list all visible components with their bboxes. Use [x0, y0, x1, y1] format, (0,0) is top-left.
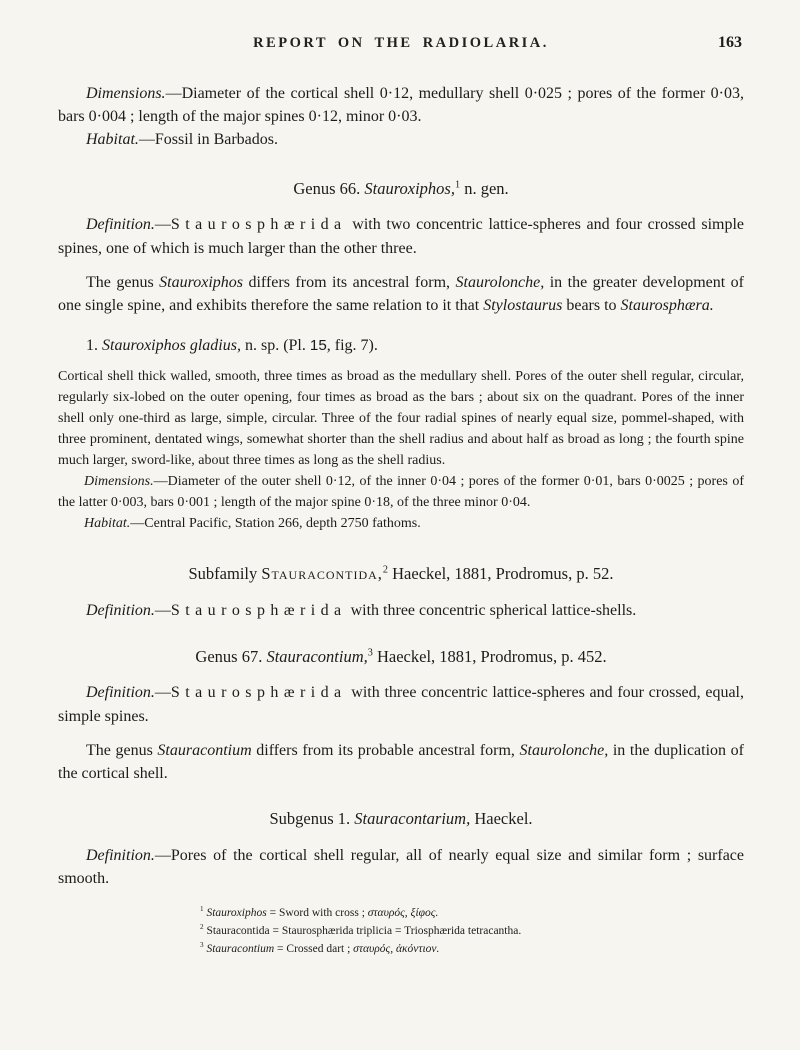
footnote-text: = Sword with cross ;	[266, 906, 368, 919]
definition-label: Definition.	[86, 684, 155, 702]
species-name: Stauroxiphos gladius,	[102, 337, 241, 355]
footnote-taxon: Stauracontium	[206, 943, 275, 956]
paragraph-habitat-2	[58, 513, 744, 534]
plate-number: 15	[309, 337, 327, 355]
paragraph-dimensions-2	[58, 471, 744, 513]
footnote-ref-1: 1	[454, 179, 461, 191]
definition-text: with three concentric lattice-spheres and four crossed, equal, simple spines.	[58, 684, 744, 725]
subfamily-heading	[58, 562, 744, 586]
dimensions-label: Dimensions.	[84, 474, 154, 490]
note-text: The genus	[86, 741, 158, 759]
spaced-family-name: Staurosphærida	[170, 684, 347, 702]
genus-name: Stauracontium,	[266, 646, 368, 666]
running-title: REPORT ON THE RADIOLARIA.	[253, 35, 549, 51]
footnote-1	[200, 905, 744, 921]
note-text: bears to	[562, 297, 621, 315]
paragraph-dimensions-1	[58, 82, 744, 128]
footnote-2	[200, 923, 744, 939]
note-text: differs from its ancestral form,	[243, 273, 456, 291]
taxon-name: Staurolonche,	[519, 741, 609, 759]
subfamily-name: Stauracontida,	[261, 564, 383, 584]
habitat-text: —Central Pacific, Station 266, depth 2750 fathoms.	[130, 516, 421, 532]
genus-name: Stauroxiphos,	[364, 178, 455, 198]
note-text: The genus	[86, 273, 160, 291]
genus-prefix: Genus 67.	[195, 646, 267, 666]
definition-label: Definition.	[86, 602, 155, 620]
footnote-mark: 2	[200, 923, 204, 931]
subgenus-suffix: Haeckel.	[470, 809, 533, 829]
paragraph-definition-3	[58, 681, 744, 727]
spaced-family-name: Staurosphærida	[170, 216, 347, 234]
taxon-name: Stauroxiphos	[159, 273, 244, 291]
paragraph-definition-2	[58, 599, 744, 622]
paragraph-habitat-1	[58, 128, 744, 151]
paragraph-definition-4	[58, 844, 744, 890]
paragraph-genus-note-2	[58, 739, 744, 785]
species-1-heading	[58, 334, 744, 357]
subgenus-name: Stauracontarium,	[354, 809, 471, 829]
page-number: 163	[718, 34, 742, 51]
footnote-3	[200, 941, 744, 957]
subgenus-prefix: Subgenus 1.	[269, 809, 355, 829]
definition-text: —Pores of the cortical shell regular, all of nearly equal size and similar form ; surface smooth.	[58, 847, 744, 888]
page-header	[58, 34, 744, 56]
genus-66-heading	[58, 177, 744, 201]
definition-dash: —	[154, 684, 171, 702]
paragraph-genus-note-1	[58, 271, 744, 317]
genus-prefix: Genus 66.	[293, 178, 365, 198]
footnote-ref-3: 3	[367, 647, 373, 659]
note-text: in the greater development of one single spine, and exhibits therefore the same relation to it that	[58, 273, 744, 315]
subfamily-suffix: Haeckel, 1881, Prodromus, p. 52.	[388, 564, 614, 584]
footnote-greek: σταυρός, ἀκόντιον.	[353, 943, 440, 956]
taxon-name: Stylostaurus	[483, 297, 563, 315]
footnotes-block	[58, 905, 744, 958]
paragraph-species-description	[58, 366, 744, 471]
footnote-ref-2: 2	[382, 564, 389, 576]
definition-label: Definition.	[86, 847, 155, 865]
species-suffix: n. sp. (Pl.	[240, 337, 310, 355]
footnote-greek: σταυρός, ξίφος.	[367, 906, 439, 919]
definition-text: with three concentric spherical lattice-shells.	[346, 602, 637, 620]
taxon-name: Stauracontium	[157, 741, 252, 759]
dimensions-text: —Diameter of the cortical shell 0·12, medullary shell 0·025 ; pores of the former 0·03, bars 0·004 ; length of the major spines 0·12, minor 0·03.	[58, 85, 744, 126]
genus-67-heading	[58, 645, 744, 669]
taxon-name: Staurolonche,	[455, 273, 545, 291]
taxon-name: Staurosphæra.	[620, 297, 714, 315]
dimensions-text: —Diameter of the outer shell 0·12, of the inner 0·04 ; pores of the former 0·01, bars 0·0025 ; pores of the latter 0·003, bars 0·001 ; length of the major spine 0·18, of the three minor 0·04.	[58, 474, 744, 511]
dimensions-label: Dimensions.	[86, 85, 166, 102]
footnote-text: = Crossed dart ;	[274, 943, 354, 956]
genus-suffix: n. gen.	[460, 178, 509, 198]
species-number: 1.	[86, 337, 102, 355]
subgenus-heading	[58, 807, 744, 831]
definition-dash: —	[154, 602, 171, 620]
habitat-label: Habitat.	[84, 516, 131, 532]
definition-text: with two concentric lattice-spheres and four crossed simple spines, one of which is much larger than the other three.	[58, 216, 744, 257]
habitat-label: Habitat.	[86, 131, 139, 149]
description-text: Cortical shell thick walled, smooth, three times as broad as the medullary shell. Pores of the outer shell regular, circular, regularly six-lobed on the outer opening, four times as broad as the bars ; about six on the quadrant. Pores of the inner shell only one-third as large, simple, circular. Three of the four radial spines of nearly equal size, pommel-shaped, with three prominent, dentated wings, somewhat shorter than the shell radius and about half as broad as long ; the fourth spine much larger, sword-like, about three times as long as the shell radius.	[58, 369, 744, 469]
footnote-taxon: Stauroxiphos	[206, 906, 267, 919]
definition-dash: —	[154, 216, 171, 234]
footnote-mark: 3	[200, 941, 204, 950]
spaced-family-name: Staurosphærida	[170, 602, 347, 620]
footnote-mark: 1	[200, 904, 204, 913]
note-text: in the duplication of the cortical shell.	[58, 741, 744, 783]
subfamily-prefix: Subfamily	[188, 564, 262, 584]
genus-suffix: Haeckel, 1881, Prodromus, p. 452.	[372, 646, 607, 666]
paragraph-definition-1	[58, 213, 744, 259]
definition-label: Definition.	[86, 216, 155, 234]
habitat-text: —Fossil in Barbados.	[138, 131, 279, 149]
footnote-text: Stauracontida = Staurosphærida triplicia = Triosphærida tetracantha.	[206, 924, 522, 937]
species-suffix: , fig. 7).	[326, 337, 378, 355]
note-text: differs from its probable ancestral form,	[251, 741, 520, 759]
